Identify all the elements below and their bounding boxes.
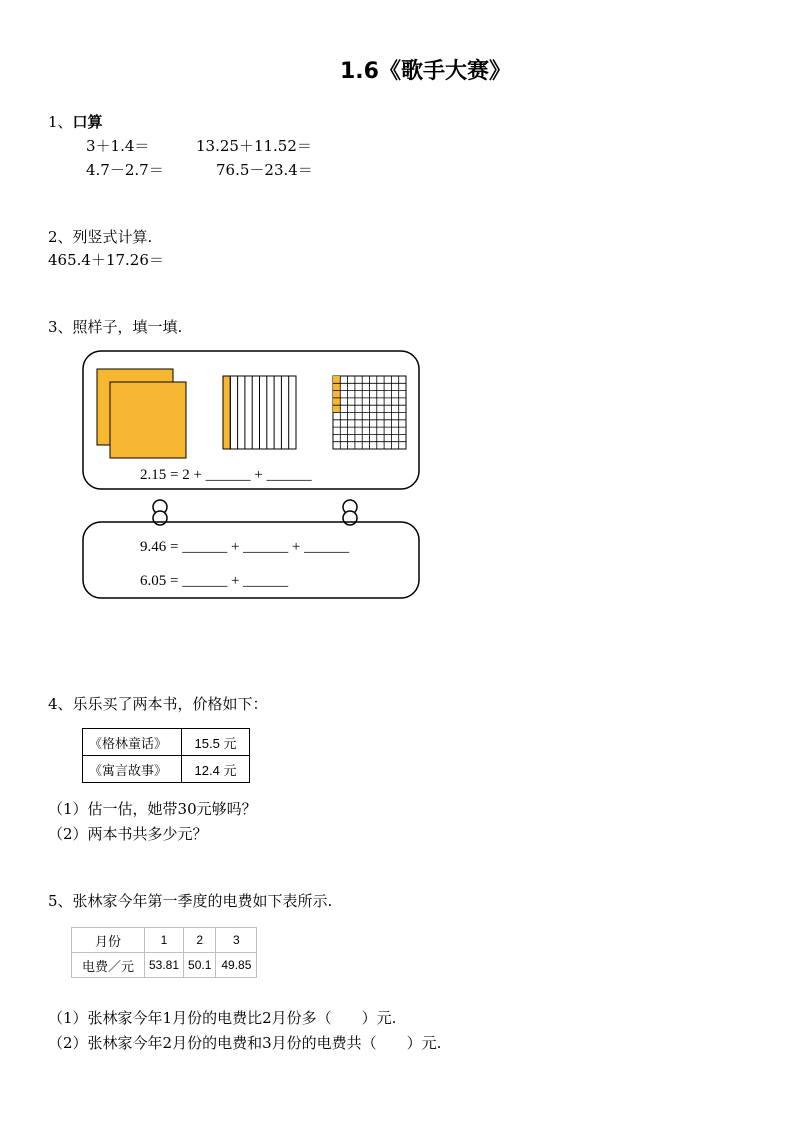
electricity-table [71, 927, 257, 978]
q1-heading [48, 111, 103, 132]
book-price-table [82, 728, 250, 783]
q5-sub-2: （2）张林家今年2月份的电费和3月份的电费共（ ）元. [48, 1034, 442, 1052]
q1-item-3: 4.7－2.7＝ [86, 161, 164, 179]
q2-heading: 2、列竖式计算. [48, 228, 153, 246]
q1-title: 口算 [72, 113, 103, 131]
q1-number: 1、 [48, 113, 73, 131]
q1-item-1: 3＋1.4＝ [86, 137, 150, 155]
tenths-grid [223, 376, 296, 449]
q1-item-4: 76.5－23.4＝ [216, 161, 313, 179]
q1-item-2: 13.25＋11.52＝ [196, 137, 312, 155]
connector-ring [153, 511, 167, 525]
table-cell: 49.85 [216, 953, 257, 978]
header-cell: 1 [145, 928, 184, 953]
header-cell: 2 [184, 928, 216, 953]
header-cell: 3 [216, 928, 257, 953]
header-cell: 月份 [72, 928, 145, 953]
hundredths-grid [333, 376, 406, 449]
table-cell: 53.81 [145, 953, 184, 978]
row-label: 电费／元 [72, 953, 145, 978]
q3-heading: 3、照样子，填一填. [48, 318, 183, 336]
book-price: 12.4 元 [182, 756, 250, 783]
book-name: 《寓言故事》 [83, 756, 182, 783]
book-name: 《格林童话》 [83, 729, 182, 756]
q4-sub-1: （1）估一估，她带30元够吗？ [48, 800, 257, 818]
q5-sub-1: （1）张林家今年1月份的电费比2月份多（ ）元. [48, 1009, 397, 1027]
page-title: 1.6《歌手大赛》 [340, 59, 511, 84]
q3-line-2: 6.05 = ______ + ______ [140, 573, 289, 589]
table-row [72, 953, 257, 978]
table-row [83, 756, 250, 783]
connector-ring [343, 511, 357, 525]
book-price: 15.5 元 [182, 729, 250, 756]
q3-line-1: 9.46 = ______ + ______ + ______ [140, 539, 350, 555]
q4-heading: 4、乐乐买了两本书，价格如下： [48, 695, 268, 713]
table-row [83, 729, 250, 756]
q5-heading: 5、张林家今年第一季度的电费如下表所示. [48, 892, 333, 910]
q2-expression: 465.4＋17.26＝ [48, 251, 164, 269]
table-cell: 50.1 [184, 953, 216, 978]
q3-example: 2.15 = 2 + ______ + ______ [140, 467, 312, 483]
ones-square-front [110, 382, 186, 458]
table-header-row [72, 928, 257, 953]
q4-sub-2: （2）两本书共多少元？ [48, 825, 208, 843]
